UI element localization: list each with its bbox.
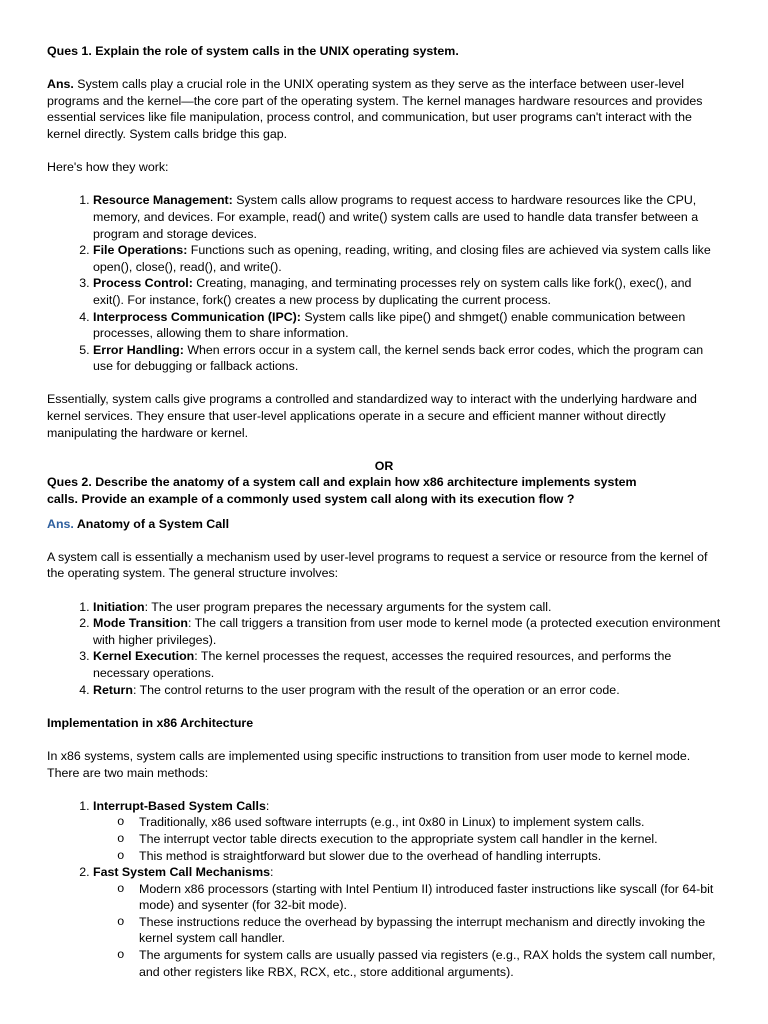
answer-1-paragraph	[47, 76, 721, 142]
list-item-text: : The call triggers a transition from user mode to kernel mode (a protected execution environment with higher privileges).	[93, 616, 721, 647]
list-item	[93, 309, 721, 342]
list-item	[93, 275, 721, 308]
list-item-title: Error Handling:	[93, 342, 184, 357]
list-item-text: Creating, managing, and terminating processes rely on system calls like fork(), exec(), and exit(). For instance, fork() creates a new process by duplicating the current process.	[93, 276, 692, 307]
sub-list-item: o The arguments for system calls are usually passed via registers (e.g., RAX holds the system call number, and other registers like RBX, RCX, etc., store additional arguments).	[139, 947, 721, 980]
sub-list	[93, 881, 721, 981]
sub-list-item: o This method is straightforward but slower due to the overhead of handling interrupts.	[139, 848, 721, 865]
sub-list-item: o Modern x86 processors (starting with Intel Pentium II) introduced faster instructions like syscall (for 64-bit mode) and sysenter (for 32-bit mode).	[139, 881, 721, 914]
list-item	[93, 242, 721, 275]
method-title: Interrupt-Based System Calls	[93, 798, 266, 813]
list-item-text: System calls allow programs to request access to hardware resources like the CPU, memory, and devices. For example, read() and write() system calls are used to handle data transfer between a program and storage devices.	[93, 193, 699, 241]
list-item-title: Resource Management:	[93, 193, 233, 208]
list-item-title: Initiation	[93, 599, 145, 614]
answer-1-text: System calls play a crucial role in the UNIX operating system as they serve as the interface between user-level programs and the kernel—the core part of the operating system. The kernel manages hardware resources and provides essential services like file manipulation, process control, and communication, but user programs can't interact with the kernel directly. System calls bridge this gap.	[47, 77, 703, 141]
answer-1-summary: Essentially, system calls give programs a controlled and standardized way to interact with the underlying hardware and kernel services. They ensure that user-level applications operate in a secure and efficient manner without directly manipulating the hardware or kernel.	[47, 392, 697, 440]
implementation-heading: Implementation in x86 Architecture	[47, 715, 254, 730]
method-colon: :	[269, 865, 274, 880]
anatomy-heading: Anatomy of a System Call	[73, 516, 230, 531]
question-2: Ques 2. Describe the anatomy of a system call and explain how x86 architecture implements system calls. Provide an example of a commonly used system call along with its execution flow ?	[47, 475, 637, 507]
list-item	[93, 192, 721, 242]
list-item	[93, 682, 721, 699]
list-item	[93, 648, 721, 681]
list-item-text: : The user program prepares the necessary arguments for the system call.	[144, 599, 552, 614]
list-item-title: Return	[93, 682, 133, 697]
answer-1-intro: Here's how they work:	[47, 160, 169, 175]
answer-label: Ans.	[47, 516, 74, 531]
list-item	[93, 599, 721, 616]
method-list	[47, 798, 721, 981]
answer-2-intro: A system call is essentially a mechanism used by user-level programs to request a service or resource from the kernel of the operating system. The general structure involves:	[47, 549, 708, 581]
sub-list-item: o These instructions reduce the overhead by bypassing the interrupt mechanism and directly invoking the kernel system call handler.	[139, 914, 721, 947]
list-item-title: Interprocess Communication (IPC):	[93, 309, 301, 324]
role-list	[47, 192, 721, 375]
method-colon: :	[265, 798, 270, 813]
list-item-title: Process Control:	[93, 276, 193, 291]
method-title: Fast System Call Mechanisms	[93, 865, 270, 880]
list-item-text: When errors occur in a system call, the kernel sends back error codes, which the program can use for debugging or fallback actions.	[93, 342, 704, 374]
list-item	[93, 615, 721, 648]
list-item-title: Kernel Execution	[93, 649, 195, 664]
list-item-text: : The kernel processes the request, accesses the required resources, and performs the necessary operations.	[93, 649, 672, 680]
sub-list-item: o The interrupt vector table directs execution to the appropriate system call handler in the kernel.	[139, 831, 721, 848]
question-1: Ques 1. Explain the role of system calls in the UNIX operating system.	[47, 44, 459, 58]
list-item-text: : The control returns to the user program with the result of the operation or an error code.	[132, 682, 620, 697]
list-item	[93, 342, 721, 375]
list-item-title: File Operations:	[93, 243, 188, 258]
list-item	[93, 798, 721, 864]
list-item	[93, 864, 721, 980]
answer-2-heading	[47, 516, 721, 533]
sub-list	[93, 814, 721, 864]
or-separator: OR	[374, 458, 394, 473]
list-item-title: Mode Transition	[93, 616, 188, 631]
anatomy-list	[47, 599, 721, 699]
list-item-text: System calls like pipe() and shmget() enable communication between processes, allowing them to share information.	[93, 309, 686, 341]
sub-list-item: o Traditionally, x86 used software interrupts (e.g., int 0x80 in Linux) to implement system calls.	[139, 814, 721, 831]
answer-label: Ans.	[47, 77, 74, 92]
implementation-intro: In x86 systems, system calls are implemented using specific instructions to transition from user mode to kernel mode. There are two main methods:	[47, 748, 691, 780]
list-item-text: Functions such as opening, reading, writing, and closing files are achieved via system calls like open(), close(), read(), and write().	[93, 243, 711, 274]
